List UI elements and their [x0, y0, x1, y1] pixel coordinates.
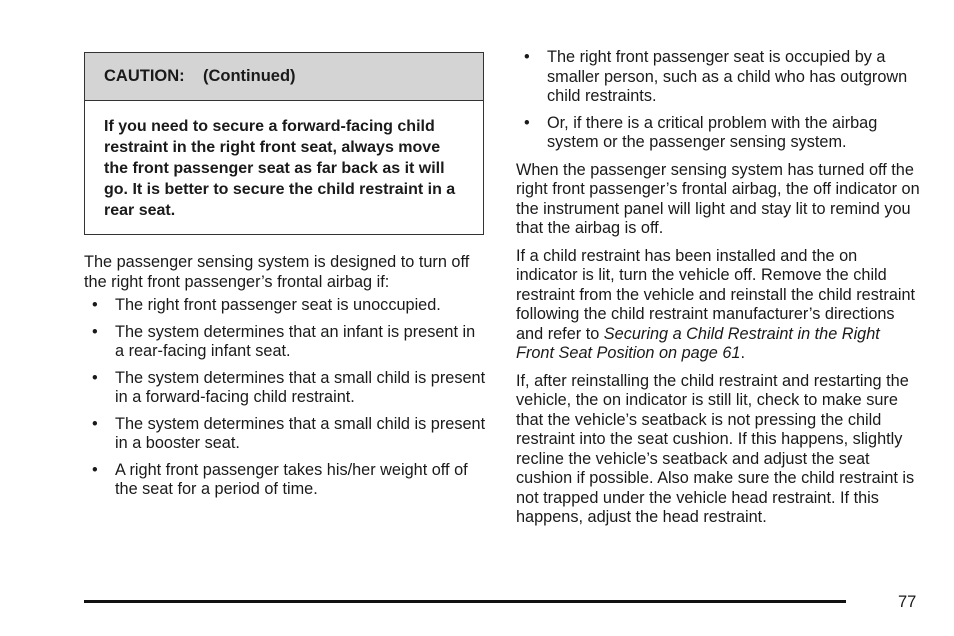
list-item-text: The system determines that an infant is present in a rear-facing infant seat. [115, 322, 476, 360]
off-indicator-paragraph: When the passenger sensing system has turned off the right front passenger’s frontal airbag, the off indicator on the instrument panel will light and stay lit to remind you that the airbag is off. [516, 160, 920, 237]
list-item [84, 323, 488, 362]
on-indicator-paragraph [516, 247, 922, 364]
bullet: • [92, 296, 98, 314]
list-item-text: The right front passenger seat is unoccupied. [115, 296, 441, 314]
list-item-text: The system determines that a small child is present in a forward-facing child restraint. [115, 368, 486, 406]
reinstall-check-paragraph: If, after reinstalling the child restraint and restarting the vehicle, the on indicator is still lit, check to make sure that the vehicle’s seatback is not pressing the child restraint into the seat cushion. If this happens, slightly recline the vehicle’s seatback and adjust the seat cushion if possible. Also make sure the child restraint is not trapped under the vehicle head restraint. If this happens, adjust the head restraint. [516, 371, 915, 526]
list-item [84, 296, 488, 316]
list-item-text: The right front passenger seat is occupied by a smaller person, such as a child who has outgrown child restraints. [547, 48, 908, 105]
list-item-text: A right front passenger takes his/her weight off of the seat for a period of time. [115, 460, 468, 498]
cross-reference-link[interactable]: Securing a Child Restraint in the Right Front Seat Position on page 61 [516, 324, 880, 362]
left-column [84, 253, 488, 500]
paragraph-text: . [740, 344, 746, 362]
paragraph-text: If a child restraint has been installed and the on indicator is lit, turn the vehicle off. Remove the child restraint from the vehicle and reinstall the child restraint following the child restraint manufacturer’s directions and refer to [516, 246, 916, 343]
caution-heading: CAUTION: (Continued) [85, 53, 483, 101]
bullet: • [92, 322, 98, 341]
list-item-text: The system determines that a small child is present in a booster seat. [115, 414, 486, 452]
bullet: • [524, 113, 530, 132]
continued-conditions-list [516, 48, 922, 153]
list-item [516, 48, 922, 107]
caution-box [84, 52, 484, 235]
intro-paragraph: The passenger sensing system is designed to turn off the right front passenger’s frontal airbag if: [84, 253, 470, 291]
bullet: • [524, 48, 530, 66]
list-item [84, 369, 488, 408]
bullet: • [92, 414, 98, 433]
bullet: • [92, 460, 98, 479]
list-item [84, 461, 488, 500]
list-item-text: Or, if there is a critical problem with the airbag system or the passenger sensing system. [547, 113, 878, 151]
bullet: • [92, 368, 98, 387]
list-item [84, 415, 488, 454]
page-number: 77 [898, 593, 917, 611]
list-item [516, 114, 922, 153]
footer-rule [84, 600, 846, 603]
airbag-off-conditions-list [84, 296, 488, 500]
caution-text: If you need to secure a forward-facing child restraint in the right front seat, always move the front passenger seat as far back as it will go. It is better to secure the child restraint in a rear seat. [104, 118, 456, 219]
right-column [516, 48, 922, 528]
